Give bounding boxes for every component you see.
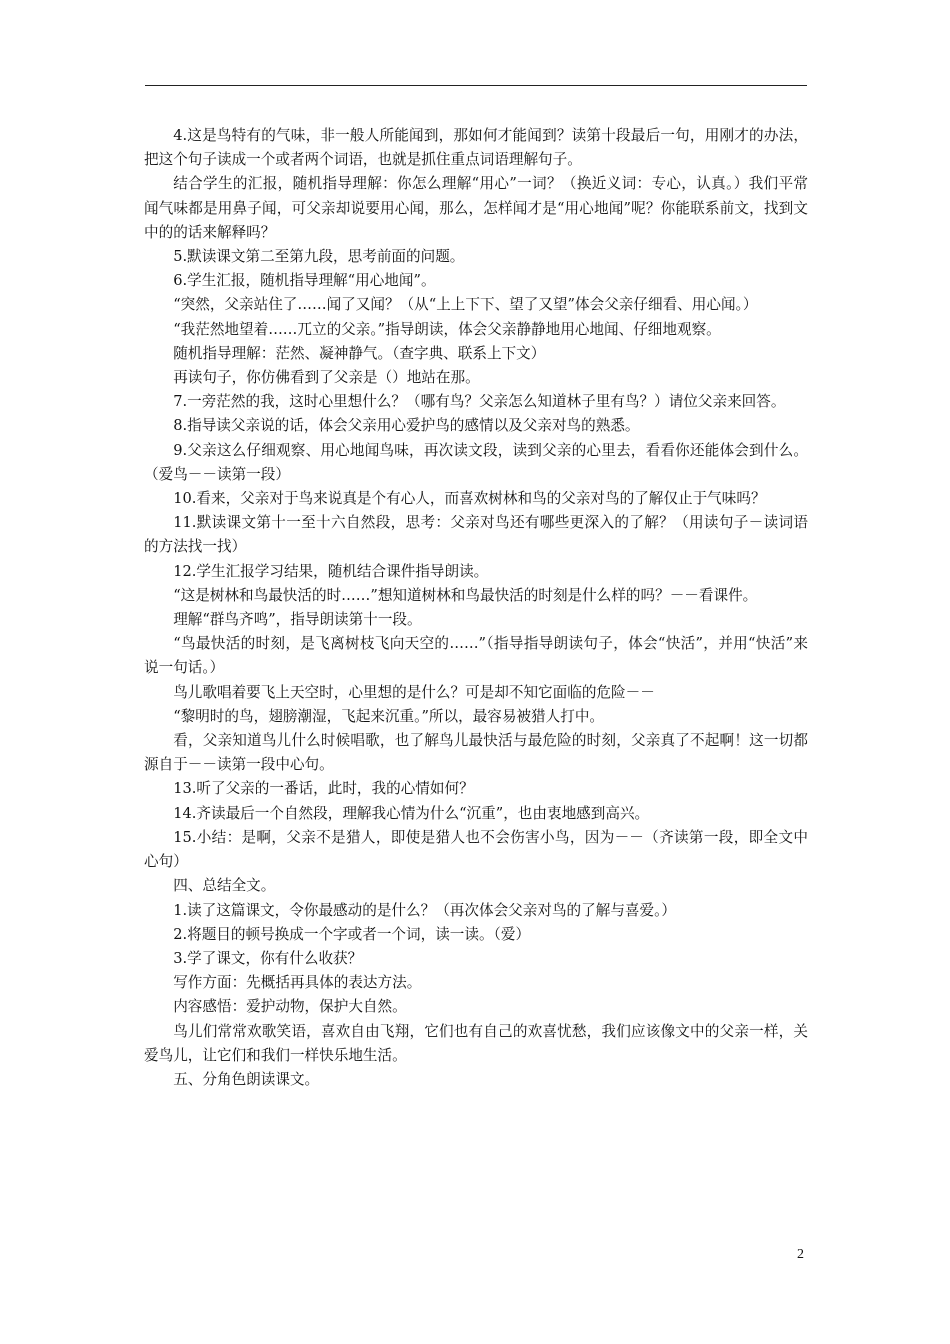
paragraph: 11.默读课文第十一至十六自然段，思考：父亲对鸟还有哪些更深入的了解？（用读句子－读词语的方法找一找） <box>144 514 808 556</box>
paragraph: “鸟最快活的时刻，是飞离树枝飞向天空的……”（指导指导朗读句子，体会“快活”，并用“快活”来说一句话。） <box>144 635 808 677</box>
paragraph: “这是树林和鸟最快活的时……”想知道树林和鸟最快活的时刻是什么样的吗？－－看课件。 <box>173 586 758 604</box>
paragraph: 再读句子，你仿佛看到了父亲是（）地站在那。 <box>173 369 480 387</box>
paragraph: 鸟儿们常常欢歌笑语，喜欢自由飞翔，它们也有自己的欢喜忧愁，我们应该像文中的父亲一样，关爱鸟儿，让它们和我们一样快乐地生活。 <box>144 1022 808 1064</box>
paragraph: 写作方面：先概括再具体的表达方法。 <box>173 974 422 992</box>
section-heading: 四、总结全文。 <box>173 877 276 895</box>
paragraph: 8.指导读父亲说的话，体会父亲用心爱护鸟的感情以及父亲对鸟的熟悉。 <box>173 417 640 435</box>
paragraph: 结合学生的汇报，随机指导理解：你怎么理解“用心”一词？（换近义词：专心，认真。）我们平常闻气味都是用鼻子闻，可父亲却说要用心闻，那么，怎样闻才是“用心地闻”呢？你能联系前文，找到文中的的话来解释吗？ <box>144 175 808 241</box>
paragraph: 看，父亲知道鸟儿什么时候唱歌，也了解鸟儿最快活与最危险的时刻，父亲真了不起啊！这一切都源自于－－读第一段中心句。 <box>144 732 808 774</box>
paragraph: 4.这是鸟特有的气味，非一般人所能闻到，那如何才能闻到？读第十段最后一句，用刚才的办法，把这个句子读成一个或者两个词语，也就是抓住重点词语理解句子。 <box>144 127 808 169</box>
paragraph: 1.读了这篇课文，令你最感动的是什么？（再次体会父亲对鸟的了解与喜爱。） <box>173 901 677 919</box>
paragraph: “突然，父亲站住了……闻了又闻？（从“上上下下、望了又望”体会父亲仔细看、用心闻。） <box>173 296 758 314</box>
paragraph: 鸟儿歌唱着要飞上天空时，心里想的是什么？可是却不知它面临的危险－－ <box>173 683 655 701</box>
paragraph: 13.听了父亲的一番话，此时，我的心情如何？ <box>173 780 474 798</box>
paragraph: 6.学生汇报，随机指导理解“用心地闻”。 <box>173 272 436 290</box>
paragraph: 12.学生汇报学习结果，随机结合课件指导朗读。 <box>173 562 489 580</box>
paragraph: 14.齐读最后一个自然段，理解我心情为什么“沉重”，也由衷地感到高兴。 <box>173 804 650 822</box>
paragraph: “我茫然地望着……兀立的父亲。”指导朗读，体会父亲静静地用心地闻、仔细地观察。 <box>173 320 721 338</box>
paragraph: 内容感悟：爱护动物，保护大自然。 <box>173 998 407 1016</box>
paragraph: “黎明时的鸟，翅膀潮湿，飞起来沉重。”所以，最容易被猎人打中。 <box>173 707 605 725</box>
paragraph: 7.一旁茫然的我，这时心里想什么？（哪有鸟？父亲怎么知道林子里有鸟？）请位父亲来回答。 <box>173 393 786 411</box>
section-heading: 五、分角色朗读课文。 <box>173 1070 320 1088</box>
header-rule <box>145 85 807 86</box>
paragraph: 理解“群鸟齐鸣”，指导朗读第十一段。 <box>173 611 422 629</box>
paragraph: 5.默读课文第二至第九段，思考前面的问题。 <box>173 248 465 266</box>
document-body <box>144 124 808 1092</box>
paragraph: 10.看来，父亲对于鸟来说真是个有心人，而喜欢树林和鸟的父亲对鸟的了解仅止于气味吗？ <box>173 490 766 508</box>
page-number: 2 <box>797 1247 804 1262</box>
paragraph: 9.父亲这么仔细观察、用心地闻鸟味，再次读文段，读到父亲的心里去，看看你还能体会到什么。（爱鸟－－读第一段） <box>144 441 808 483</box>
paragraph: 随机指导理解：茫然、凝神静气。（查字典、联系上下文） <box>173 344 546 362</box>
paragraph: 15.小结：是啊，父亲不是猎人，即使是猎人也不会伤害小鸟，因为－－（齐读第一段，即全文中心句） <box>144 828 808 871</box>
paragraph: 3.学了课文，你有什么收获？ <box>173 949 363 967</box>
paragraph: 2.将题目的顿号换成一个字或者一个词，读一读。（爱） <box>173 925 531 943</box>
